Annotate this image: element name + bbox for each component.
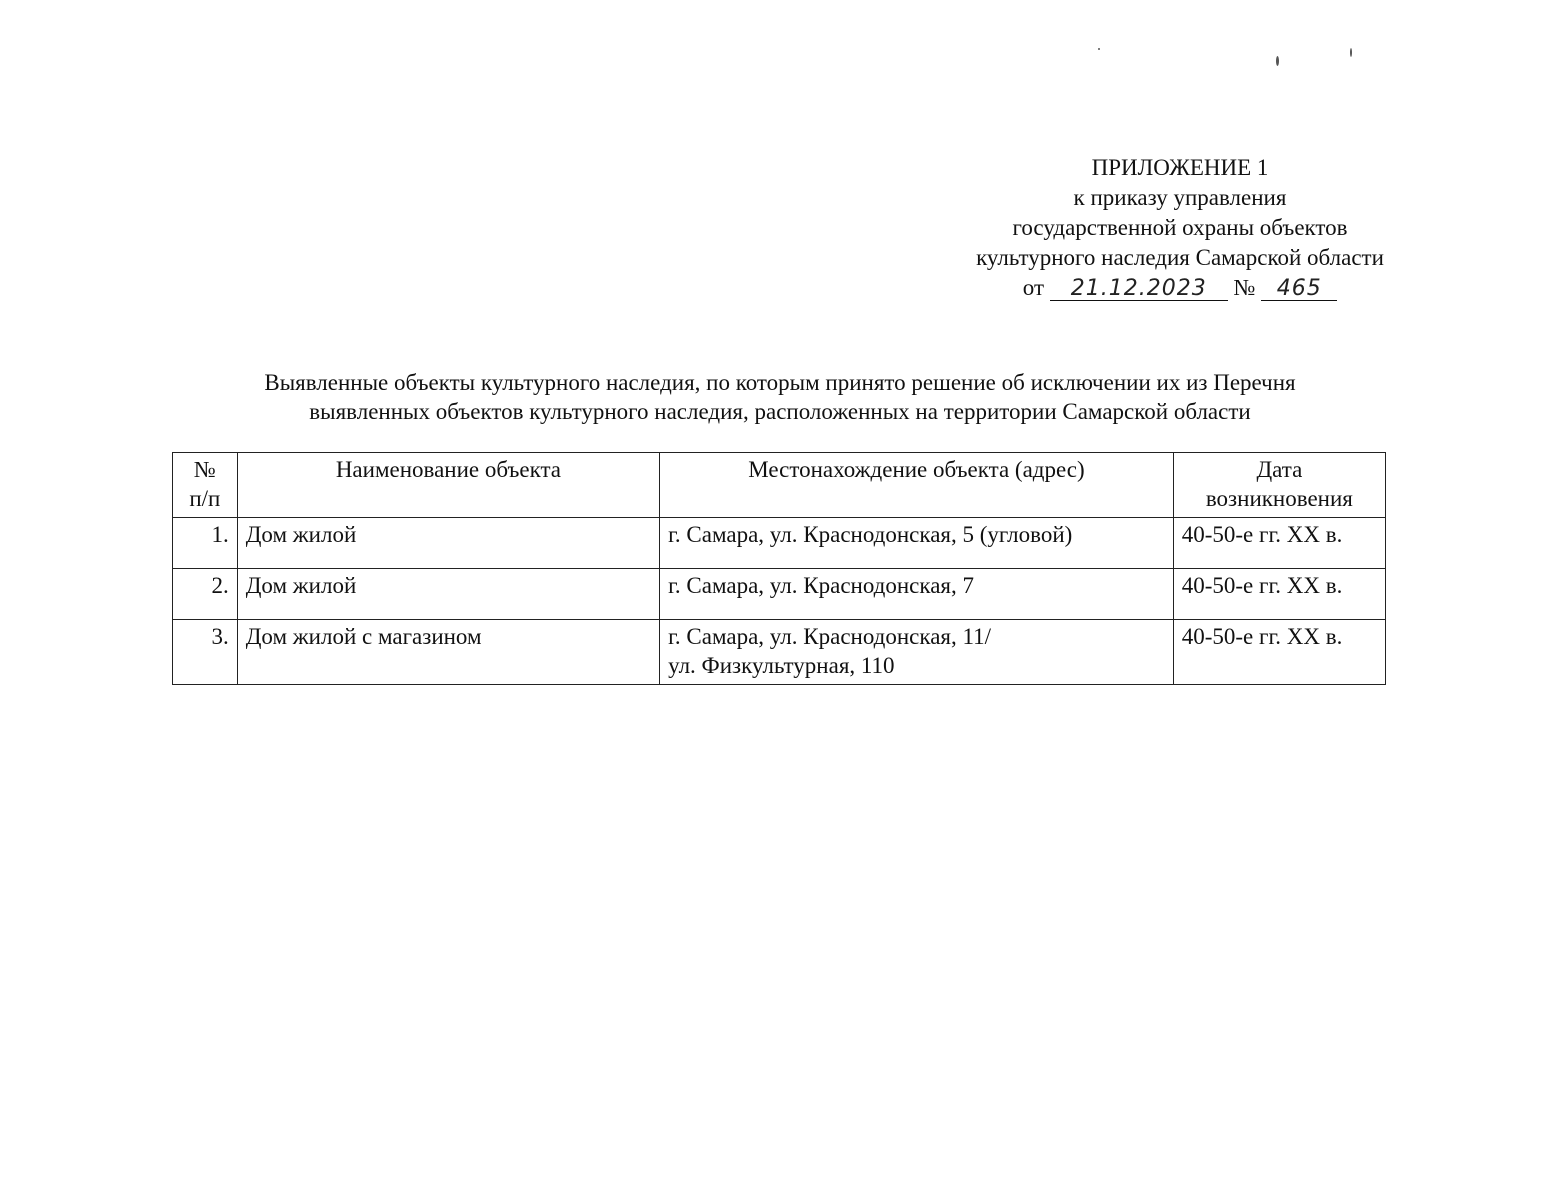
order-number: 465: [1276, 276, 1322, 301]
cell-number: 2.: [173, 569, 238, 620]
header-number-line: №: [193, 457, 216, 482]
appendix-line: государственной охраны объектов: [1012, 215, 1348, 240]
appendix-block: [930, 153, 1430, 303]
number-label: №: [1233, 275, 1256, 300]
document-title: [150, 368, 1410, 426]
cell-address: [660, 620, 1174, 685]
cell-name: Дом жилой: [237, 569, 659, 620]
from-label: от: [1022, 275, 1045, 300]
order-date-number: [930, 273, 1430, 303]
table-row: [173, 620, 1386, 685]
order-date: 21.12.2023: [1070, 276, 1207, 301]
header-number: [173, 453, 238, 518]
header-date-line: Дата: [1256, 457, 1303, 482]
header-name-text: Наименование объекта: [335, 457, 561, 482]
cell-address: [660, 569, 1174, 620]
cell-date: 40-50-е гг. XX в.: [1173, 518, 1385, 569]
cell-number: 3.: [173, 620, 238, 685]
cell-number: 1.: [173, 518, 238, 569]
scan-speck: [1098, 48, 1100, 50]
cell-name: Дом жилой: [237, 518, 659, 569]
cell-date: 40-50-е гг. XX в.: [1173, 569, 1385, 620]
cell-name: Дом жилой с магазином: [237, 620, 659, 685]
cell-address: [660, 518, 1174, 569]
title-line: Выявленные объекты культурного наследия, по которым принято решение об исключении их из Перечня: [264, 370, 1296, 395]
order-date-field: [1050, 277, 1228, 301]
cell-date: 40-50-е гг. XX в.: [1173, 620, 1385, 685]
scan-speck: [1276, 56, 1279, 66]
header-address: [660, 453, 1174, 518]
table-header-row: [173, 453, 1386, 518]
table-row: [173, 518, 1386, 569]
appendix-title: ПРИЛОЖЕНИЕ 1: [1091, 155, 1269, 180]
appendix-line: культурного наследия Самарской области: [976, 245, 1384, 270]
scan-speck: [1350, 48, 1352, 57]
order-number-field: [1261, 277, 1337, 301]
cell-address-line: г. Самара, ул. Краснодонская, 11/: [668, 624, 992, 649]
title-line: выявленных объектов культурного наследия, расположенных на территории Самарской области: [309, 399, 1251, 424]
header-number-line: п/п: [189, 486, 221, 511]
table-row: [173, 569, 1386, 620]
header-address-text: Местонахождение объекта (адрес): [748, 457, 1085, 482]
header-date: [1173, 453, 1385, 518]
header-name: [237, 453, 659, 518]
objects-table: [172, 452, 1386, 685]
header-date-line: возникновения: [1205, 486, 1353, 511]
cell-address-line: г. Самара, ул. Краснодонская, 5 (угловой): [668, 522, 1073, 547]
cell-address-line: г. Самара, ул. Краснодонская, 7: [668, 573, 975, 598]
cell-address-line: ул. Физкультурная, 110: [668, 653, 895, 678]
appendix-line: к приказу управления: [1073, 185, 1287, 210]
